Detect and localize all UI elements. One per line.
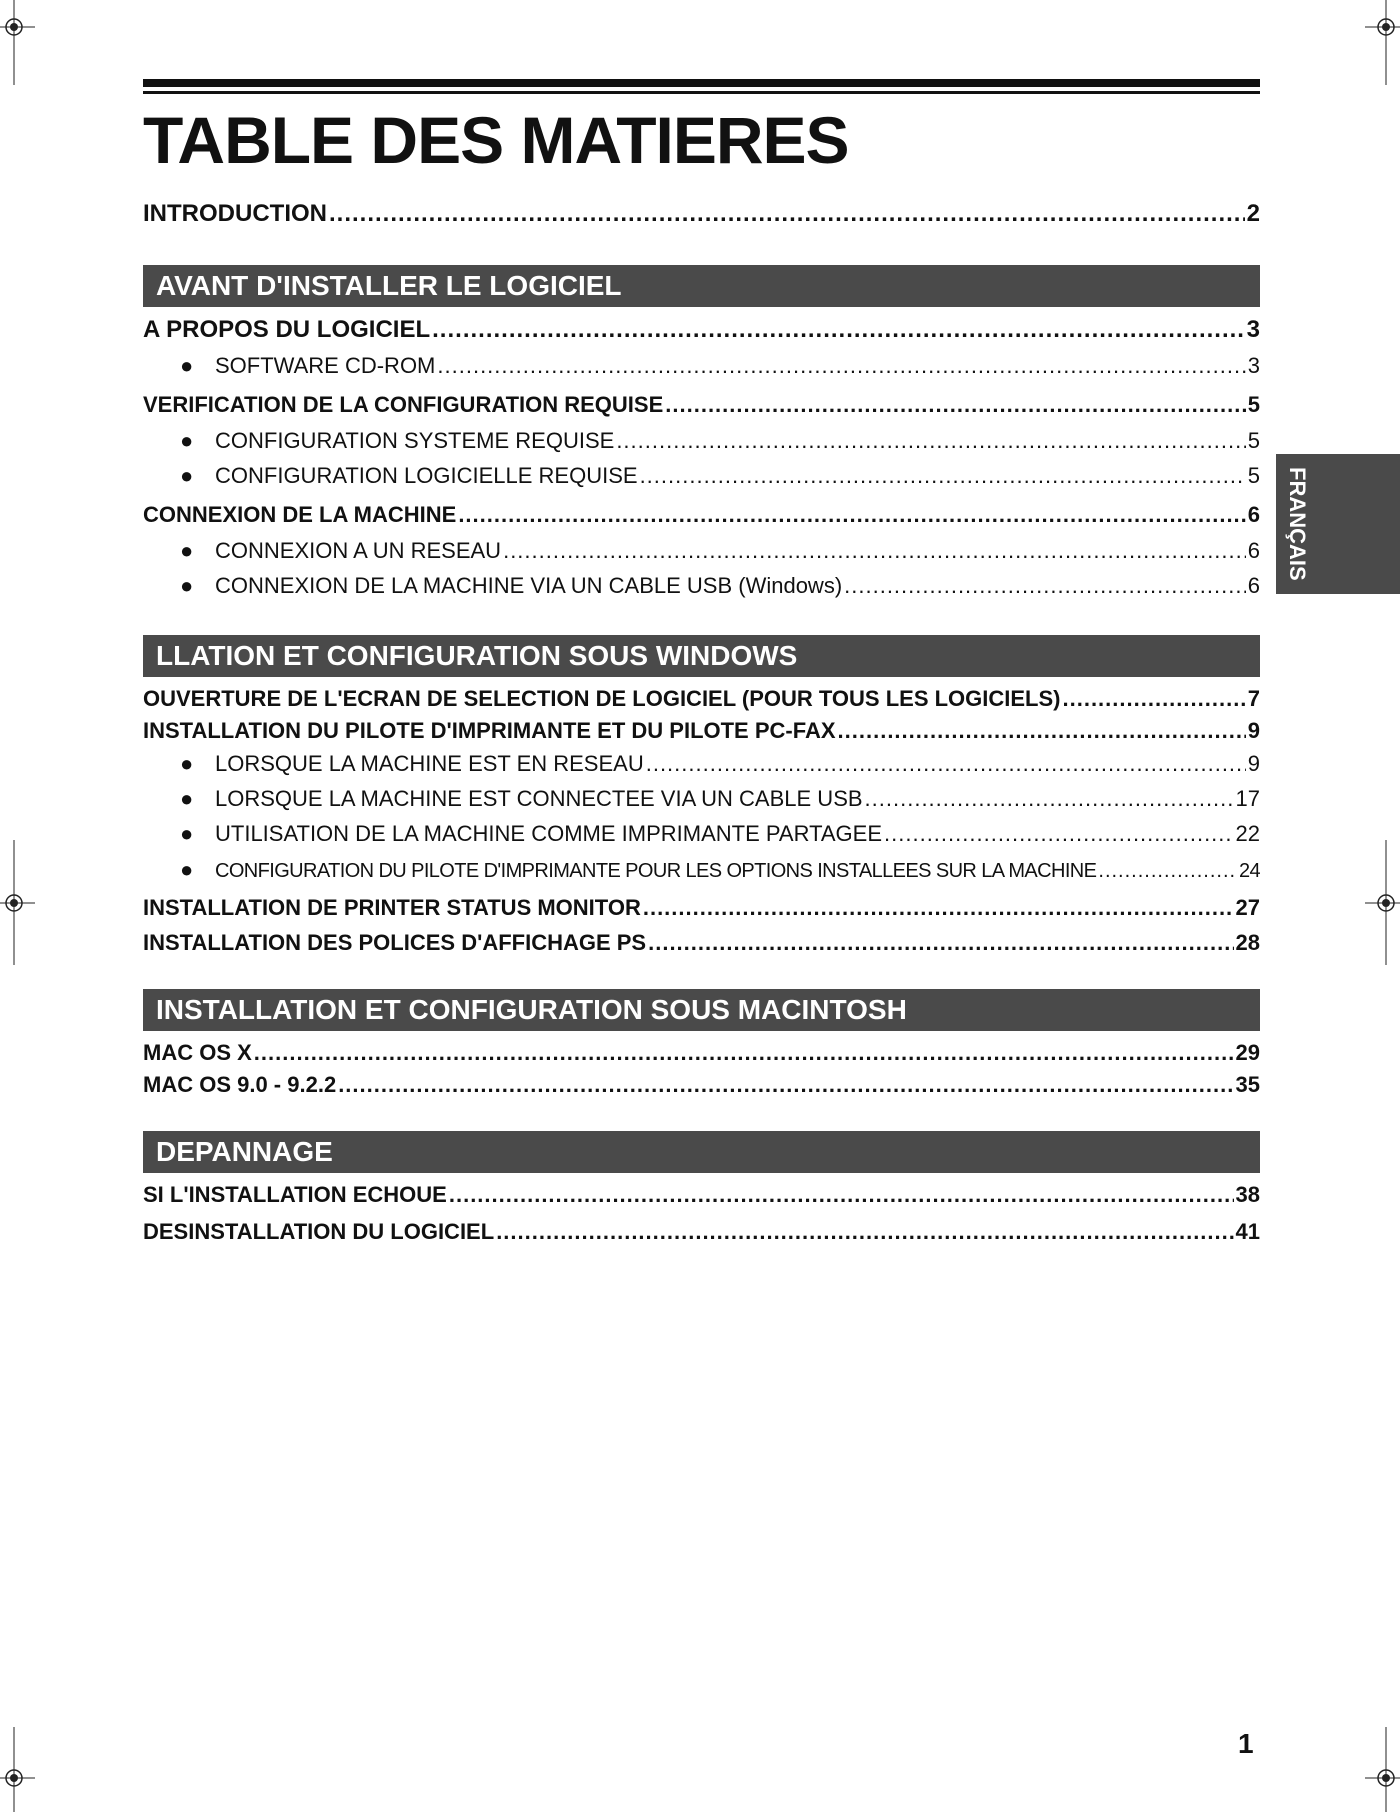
toc-entry-page: 29	[1235, 1040, 1260, 1065]
bullet-icon: ●	[180, 353, 194, 378]
toc-entry[interactable]	[143, 1040, 1260, 1068]
registration-mark-icon	[0, 0, 40, 90]
toc-entry-label: CONFIGURATION LOGICIELLE REQUISE	[215, 463, 638, 488]
dot-leader	[432, 316, 1245, 344]
language-tab-label: FRANÇAIS	[1285, 467, 1310, 581]
toc-entry[interactable]	[143, 718, 1260, 746]
toc-entry-introduction[interactable]	[143, 200, 1260, 230]
toc-entry-page: 5	[1247, 428, 1260, 453]
toc-subentry[interactable]	[180, 786, 1260, 814]
toc-entry-page: 3	[1247, 353, 1260, 378]
toc-entry-label: OUVERTURE DE L'ECRAN DE SELECTION DE LOGICIEL (POUR TOUS LES LOGICIELS)	[143, 686, 1061, 711]
toc-entry[interactable]	[143, 316, 1260, 346]
dot-leader	[838, 718, 1246, 744]
dot-leader	[865, 786, 1234, 812]
toc-entry-label: SOFTWARE CD-ROM	[215, 353, 436, 378]
toc-entry-page: 24	[1238, 860, 1260, 882]
registration-mark-icon	[1360, 0, 1400, 90]
toc-entry-label: SI L'INSTALLATION ECHOUE	[143, 1182, 447, 1207]
toc-entry-page: 28	[1235, 930, 1260, 955]
dot-leader	[496, 1219, 1233, 1245]
header-rule-thin	[143, 91, 1260, 94]
page-title: TABLE DES MATIERES	[143, 103, 849, 177]
toc-entry[interactable]	[143, 1219, 1260, 1247]
dot-leader	[616, 428, 1245, 454]
dot-leader	[884, 821, 1234, 847]
toc-entry-label: INSTALLATION DES POLICES D'AFFICHAGE PS	[143, 930, 647, 955]
toc-entry-label: MAC OS 9.0 - 9.2.2	[143, 1072, 337, 1097]
toc-entry-label: UTILISATION DE LA MACHINE COMME IMPRIMANTE PARTAGEE	[215, 821, 883, 846]
toc-entry-page: 6	[1247, 538, 1260, 563]
section-banner-macintosh: INSTALLATION ET CONFIGURATION SOUS MACINTOSH	[143, 989, 1260, 1031]
dot-leader	[844, 573, 1246, 599]
toc-entry-page: 22	[1235, 821, 1260, 846]
page-number: 1	[1238, 1728, 1254, 1759]
toc-entry[interactable]	[143, 930, 1260, 958]
dot-leader	[1098, 860, 1237, 883]
section-banner-avant-installer: AVANT D'INSTALLER LE LOGICIEL	[143, 265, 1260, 307]
toc-entry-page: 41	[1235, 1219, 1260, 1244]
section-banner-depannage: DEPANNAGE	[143, 1131, 1260, 1173]
toc-entry-label: INSTALLATION DU PILOTE D'IMPRIMANTE ET DU PILOTE PC-FAX	[143, 718, 836, 743]
registration-mark-icon	[1360, 1722, 1400, 1812]
registration-mark-icon	[1360, 840, 1400, 970]
toc-entry-label: DESINSTALLATION DU LOGICIEL	[143, 1219, 495, 1244]
dot-leader	[643, 895, 1234, 921]
toc-entry-page: 9	[1247, 751, 1260, 776]
dot-leader	[329, 200, 1245, 228]
toc-entry-page: 27	[1235, 895, 1260, 920]
dot-leader	[646, 751, 1246, 777]
toc-subentry[interactable]	[180, 857, 1260, 885]
dot-leader	[648, 930, 1233, 956]
dot-leader	[254, 1040, 1234, 1066]
toc-entry-label: CONNEXION DE LA MACHINE	[143, 502, 457, 527]
toc-entry[interactable]	[143, 1182, 1260, 1210]
dot-leader	[665, 392, 1245, 418]
toc-entry[interactable]	[143, 895, 1260, 923]
bullet-icon: ●	[180, 786, 194, 811]
dot-leader	[338, 1072, 1233, 1098]
toc-entry[interactable]	[143, 392, 1260, 420]
toc-entry-label: INTRODUCTION	[143, 200, 327, 227]
toc-entry-page: 2	[1246, 200, 1260, 227]
bullet-icon: ●	[180, 573, 194, 598]
toc-entry-label: CONFIGURATION DU PILOTE D'IMPRIMANTE POUR LES OPTIONS INSTALLEES SUR LA MACHINE	[215, 860, 1097, 882]
bullet-icon: ●	[180, 821, 194, 846]
toc-subentry[interactable]	[180, 463, 1260, 491]
bullet-icon: ●	[180, 751, 194, 776]
bullet-icon: ●	[180, 463, 194, 488]
toc-entry-label: CONNEXION A UN RESEAU	[215, 538, 502, 563]
toc-subentry[interactable]	[180, 353, 1260, 381]
toc-entry-page: 6	[1247, 573, 1260, 598]
toc-subentry[interactable]	[180, 428, 1260, 456]
toc-subentry[interactable]	[180, 538, 1260, 566]
registration-mark-icon	[0, 1722, 40, 1812]
dot-leader	[503, 538, 1246, 564]
toc-entry-page: 5	[1247, 463, 1260, 488]
toc-entry-label: CONFIGURATION SYSTEME REQUISE	[215, 428, 615, 453]
toc-entry-label: VERIFICATION DE LA CONFIGURATION REQUISE	[143, 392, 664, 417]
registration-mark-icon	[0, 840, 40, 970]
toc-entry[interactable]	[143, 502, 1260, 530]
toc-entry-page: 3	[1246, 316, 1260, 343]
dot-leader	[437, 353, 1245, 379]
toc-subentry[interactable]	[180, 573, 1260, 601]
toc-entry[interactable]	[143, 1072, 1260, 1100]
dot-leader	[640, 463, 1246, 489]
toc-subentry[interactable]	[180, 751, 1260, 779]
dot-leader	[449, 1182, 1234, 1208]
toc-entry-page: 17	[1235, 786, 1260, 811]
toc-entry-label: LORSQUE LA MACHINE EST CONNECTEE VIA UN CABLE USB	[215, 786, 863, 811]
toc-entry-label: MAC OS X	[143, 1040, 252, 1065]
bullet-icon: ●	[180, 538, 194, 563]
section-banner-windows: LLATION ET CONFIGURATION SOUS WINDOWS	[143, 635, 1260, 677]
bullet-icon: ●	[180, 857, 193, 882]
toc-entry-label: A PROPOS DU LOGICIEL	[143, 316, 431, 343]
toc-entry-page: 35	[1235, 1072, 1260, 1097]
toc-entry-label: LORSQUE LA MACHINE EST EN RESEAU	[215, 751, 644, 776]
header-rule	[143, 79, 1260, 87]
toc-subentry[interactable]	[180, 821, 1260, 849]
toc-entry-page: 5	[1247, 392, 1260, 417]
dot-leader	[1063, 686, 1246, 712]
bullet-icon: ●	[180, 428, 194, 453]
toc-entry-page: 38	[1235, 1182, 1260, 1207]
toc-entry-page: 7	[1247, 686, 1260, 711]
dot-leader	[458, 502, 1245, 528]
toc-entry-label: CONNEXION DE LA MACHINE VIA UN CABLE USB (Windows)	[215, 573, 843, 598]
toc-entry-page: 9	[1247, 718, 1260, 743]
toc-entry[interactable]	[143, 686, 1260, 714]
toc-entry-page: 6	[1247, 502, 1260, 527]
toc-entry-label: INSTALLATION DE PRINTER STATUS MONITOR	[143, 895, 641, 920]
